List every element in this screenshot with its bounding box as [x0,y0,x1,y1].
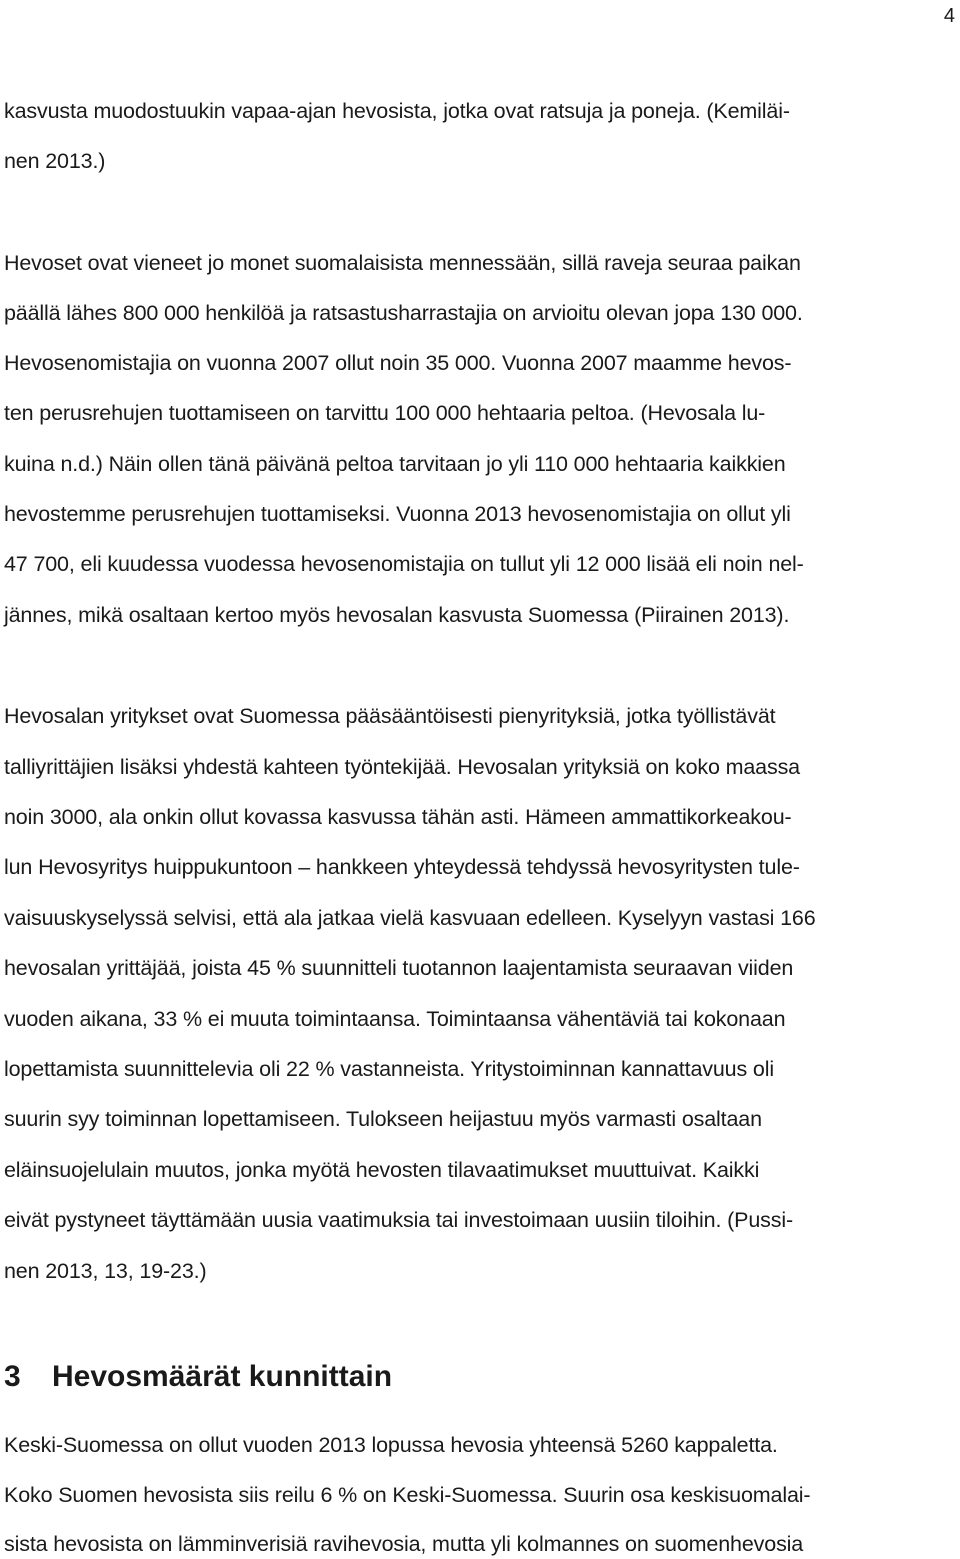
section-title: Hevosmäärät kunnittain [52,1360,393,1393]
text-line: 47 700, eli kuudessa vuodessa hevosenomistajia on tullut yli 12 000 lisää eli noin nel- [4,552,804,576]
text-line: Koko Suomen hevosista siis reilu 6 % on Keski-Suomessa. Suurin osa keskisuomalai- [4,1483,811,1507]
text-line: hevosalan yrittäjää, joista 45 % suunnitteli tuotannon laajentamista seuraavan viiden [4,956,794,980]
text-line: nen 2013.) [4,149,106,173]
text-line: kasvusta muodostuukin vapaa-ajan hevosista, jotka ovat ratsuja ja poneja. (Kemiläi- [4,99,790,123]
text-line: Hevosalan yritykset ovat Suomessa pääsääntöisesti pienyrityksiä, jotka työllistävät [4,704,776,728]
section-heading [4,1357,392,1397]
text-line: lopettamista suunnittelevia oli 22 % vastanneista. Yritystoiminnan kannattavuus oli [4,1057,774,1081]
text-line: Hevoset ovat vieneet jo monet suomalaisista mennessään, sillä raveja seuraa paikan [4,251,801,275]
text-line: Hevosenomistajia on vuonna 2007 ollut noin 35 000. Vuonna 2007 maamme hevos- [4,351,792,375]
text-line: Keski-Suomessa on ollut vuoden 2013 lopussa hevosia yhteensä 5260 kappaletta. [4,1433,778,1457]
text-line: päällä lähes 800 000 henkilöä ja ratsastusharrastajia on arvioitu olevan jopa 130 000. [4,301,803,325]
page-number: 4 [943,5,955,27]
text-line: suurin syy toiminnan lopettamiseen. Tulokseen heijastuu myös varmasti osaltaan [4,1107,762,1131]
text-line: sista hevosista on lämminverisiä ravihevosia, mutta yli kolmannes on suomenhevosia [4,1532,804,1556]
text-line: eivät pystyneet täyttämään uusia vaatimuksia tai investoimaan uusiin tiloihin. (Pussi- [4,1208,793,1232]
text-line: talliyrittäjien lisäksi yhdestä kahteen työntekijää. Hevosalan yrityksiä on koko maassa [4,755,800,779]
text-line: ten perusrehujen tuottamiseen on tarvittu 100 000 hehtaaria peltoa. (Hevosala lu- [4,401,766,425]
text-line: lun Hevosyritys huippukuntoon – hankkeen yhteydessä tehdyssä hevosyritysten tule- [4,855,800,879]
text-line: eläinsuojelulain muutos, jonka myötä hevosten tilavaatimukset muuttuivat. Kaikki [4,1158,760,1182]
text-line: hevostemme perusrehujen tuottamiseksi. Vuonna 2013 hevosenomistajia on ollut yli [4,502,791,526]
text-line: kuina n.d.) Näin ollen tänä päivänä peltoa tarvitaan jo yli 110 000 hehtaaria kaikkien [4,452,786,476]
section-number: 3 [4,1360,21,1393]
text-line: jännes, mikä osaltaan kertoo myös hevosalan kasvusta Suomessa (Piirainen 2013). [4,603,790,627]
text-line: vaisuuskyselyssä selvisi, että ala jatkaa vielä kasvuaan edelleen. Kyselyyn vastasi 166 [4,906,816,930]
text-line: noin 3000, ala onkin ollut kovassa kasvussa tähän asti. Hämeen ammattikorkeakou- [4,805,792,829]
text-line: vuoden aikana, 33 % ei muuta toimintaansa. Toimintaansa vähentäviä tai kokonaan [4,1007,786,1031]
text-line: nen 2013, 13, 19-23.) [4,1259,207,1283]
